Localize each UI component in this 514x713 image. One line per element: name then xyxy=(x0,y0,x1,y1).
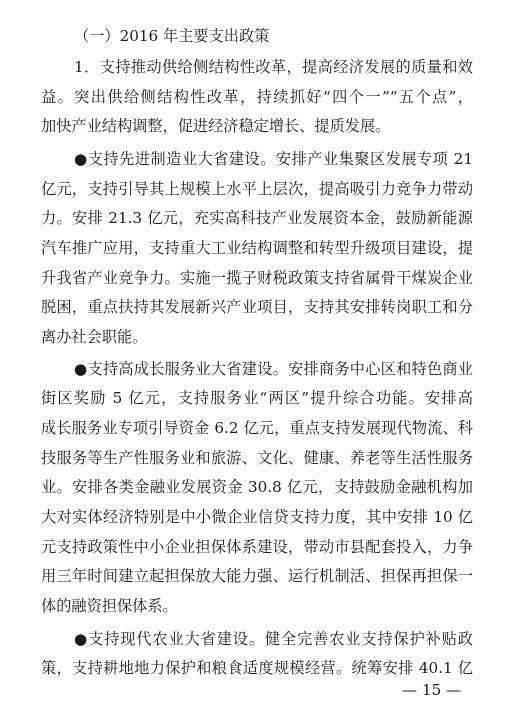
paragraph-line: 成长服务业专项引导资金 6.2 亿元，重点支持发展现代物流、科 xyxy=(41,419,473,437)
paragraph-line: ●支持先进制造业大省建设。安排产业集聚区发展专项 21 xyxy=(74,150,473,168)
paragraph-line: 亿元，支持引导其上规模上水平上层次，提高吸引力竞争力带动 xyxy=(41,180,473,198)
paragraph-line: 街区奖励 5 亿元，支持服务业“两区”提升综合功能。安排高 xyxy=(41,389,473,407)
page-number: — 15 — xyxy=(402,681,462,699)
paragraph-line: 升我省产业竞争力。实施一揽子财税政策支持省属骨干煤炭企业 xyxy=(41,269,473,287)
paragraph-line: 加快产业结构调整，促进经济稳定增长、提质发展。 xyxy=(41,117,391,135)
paragraph-line: 益。突出供给侧结构性改革，持续抓好“四个一”“五个点”， xyxy=(41,88,473,106)
section-heading: （一）2016 年主要支出政策 xyxy=(74,27,270,45)
paragraph-line: 技服务等生产性服务业和旅游、文化、健康、养老等生活性服务 xyxy=(41,449,473,467)
paragraph-line: 用三年时间建立起担保放大能力强、运行机制活、担保再担保一 xyxy=(41,567,473,585)
paragraph-line: 离办社会职能。 xyxy=(41,328,148,346)
paragraph-line: 1．支持推动供给侧结构性改革，提高经济发展的质量和效 xyxy=(74,58,473,76)
paragraph-line: 大对实体经济特别是中小微企业信贷支持力度，其中安排 10 亿 xyxy=(41,508,473,526)
paragraph-line: 元支持政策性中小企业担保体系建设，带动市县配套投入，力争 xyxy=(41,538,473,556)
paragraph-line: 业。安排各类金融业发展资金 30.8 亿元，支持鼓励金融机构加 xyxy=(41,478,473,496)
paragraph-line: ●支持现代农业大省建设。健全完善农业支持保护补贴政 xyxy=(74,630,473,648)
paragraph-line: 脱困，重点扶持其发展新兴产业项目，支持其安排转岗职工和分 xyxy=(41,298,473,316)
paragraph-line: 汽车推广应用，支持重大工业结构调整和转型升级项目建设，提 xyxy=(41,239,473,257)
paragraph-line: ●支持高成长服务业大省建设。安排商务中心区和特色商业 xyxy=(74,360,473,378)
paragraph-line: 体的融资担保体系。 xyxy=(41,597,178,615)
paragraph-line: 策，支持耕地地力保护和粮食适度规模经营。统筹安排 40.1 亿 xyxy=(41,659,473,677)
paragraph-line: 力。安排 21.3 亿元，充实高科技产业发展资本金，鼓励新能源 xyxy=(41,209,473,227)
